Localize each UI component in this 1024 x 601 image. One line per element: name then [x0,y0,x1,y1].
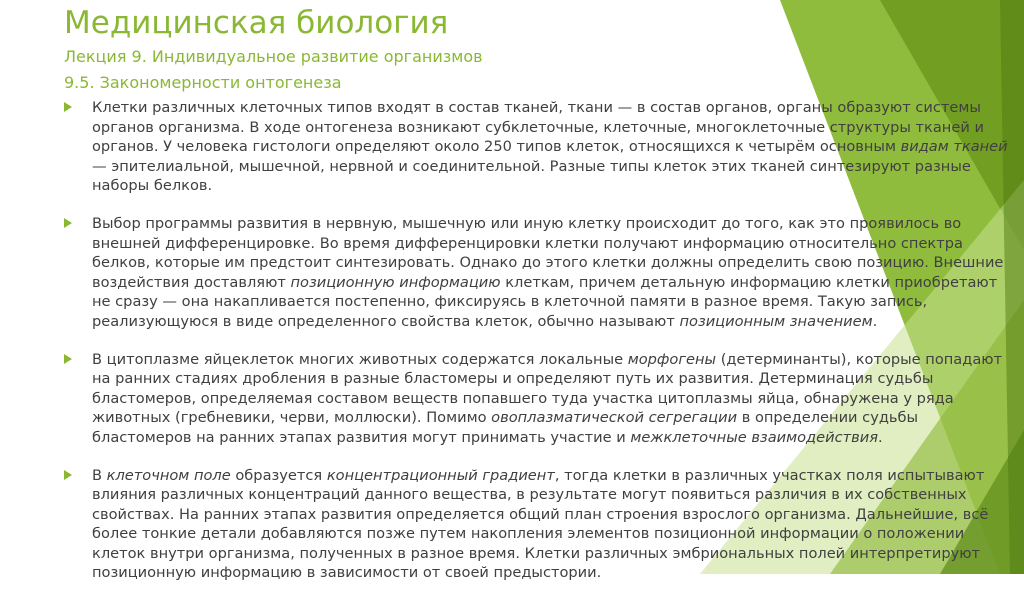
text-segment: . [878,428,883,446]
bullet-paragraph [92,466,1012,584]
bullet-item [64,98,1012,196]
lecture-subtitle: Лекция 9. Индивидуальное развитие организмов [64,47,483,66]
text-segment: . [872,312,878,330]
text-segment: клеткам, причем детальную информацию клетки приобретают не сразу — она накапливается постепенно, фиксируясь в клеточной памяти в разное время. Такую запись, реализующуюся в виде определенного свойства клеток, обычно называют [92,273,998,330]
triangle-bullet-icon [64,102,72,112]
text-segment: образуется [230,466,327,484]
italic-term: позиционную информацию [290,273,501,291]
italic-term: морфогены [627,350,717,368]
triangle-bullet-icon [64,470,72,480]
italic-term: межклеточные взаимодействия [630,428,879,446]
text-segment: Выбор программы развития в нервную, мышечную или иную клетку происходит до того, как это проявилось во внешней дифференцировке. Во время дифференцировки клетки получают информацию относительно спектра белков, которые им предстоит синтезировать. Однако до этого клетки должны определить свою позицию. Внешние воздействия доставляют [92,214,1004,291]
text-segment: — эпителиальной, мышечной, нервной и соединительной. Разные типы клеток этих тканей синтезируют разные наборы белков. [92,157,971,195]
triangle-bullet-icon [64,354,72,364]
italic-term: видам тканей [900,138,1008,156]
bullet-item [64,466,1012,584]
italic-term: овоплазматической сегрегации [491,409,738,427]
bullet-item [64,214,1012,332]
italic-term: позиционным значением [679,312,873,330]
slide-title: Медицинская биология [64,5,449,41]
italic-term: концентрационный градиент [326,466,555,484]
bullet-paragraph [92,214,1012,332]
triangle-bullet-icon [64,218,72,228]
section-title: 9.5. Закономерности онтогенеза [64,73,342,92]
text-segment: в определении судьбы бластомеров на ранних этапах развития могут принимать участие и [92,409,919,446]
text-segment: , тогда клетки в различных участках поля испытывают влияния различных концентраций данного вещества, в результате могут появиться различия в их собственных свойствах. На ранних этапах развития определяется общий план строения взрослого организма. Дальнейшие, всё более тонкие детали добавляются позже путем накопления элементов позиционной информации о положении клеток внутри организма, полученных в разное время. Клетки различных эмбриональных полей интерпретируют позиционную информацию в зависимости от своей предыстории. [92,466,989,582]
bullet-item [64,350,1012,448]
text-segment: В [92,466,107,484]
text-segment: Клетки различных клеточных типов входят в состав тканей, ткани — в состав органов, органы образуют системы органов организма. В ходе онтогенеза возникают субклеточные, клеточные, многоклеточные структуры тканей и органов. У человека гистологи определяют около 250 типов клеток, относящихся к четырём основным [92,99,984,156]
bullet-paragraph [92,98,1012,196]
text-segment: (детерминанты), которые попадают на ранних стадиях дробления в разные бластомеры и определяют путь их развития. Детерминация судьбы бластомеров, определяемая составом веществ попавшего туда участка цитоплазмы яйца, обнаружена у ряда животных (гребневики, черви, моллюски). Помимо [92,350,1003,427]
text-segment: В цитоплазме яйцеклеток многих животных содержатся локальные [92,350,628,368]
bullet-paragraph [92,350,1012,448]
bullet-list [64,98,1012,601]
italic-term: клеточном поле [106,466,231,484]
